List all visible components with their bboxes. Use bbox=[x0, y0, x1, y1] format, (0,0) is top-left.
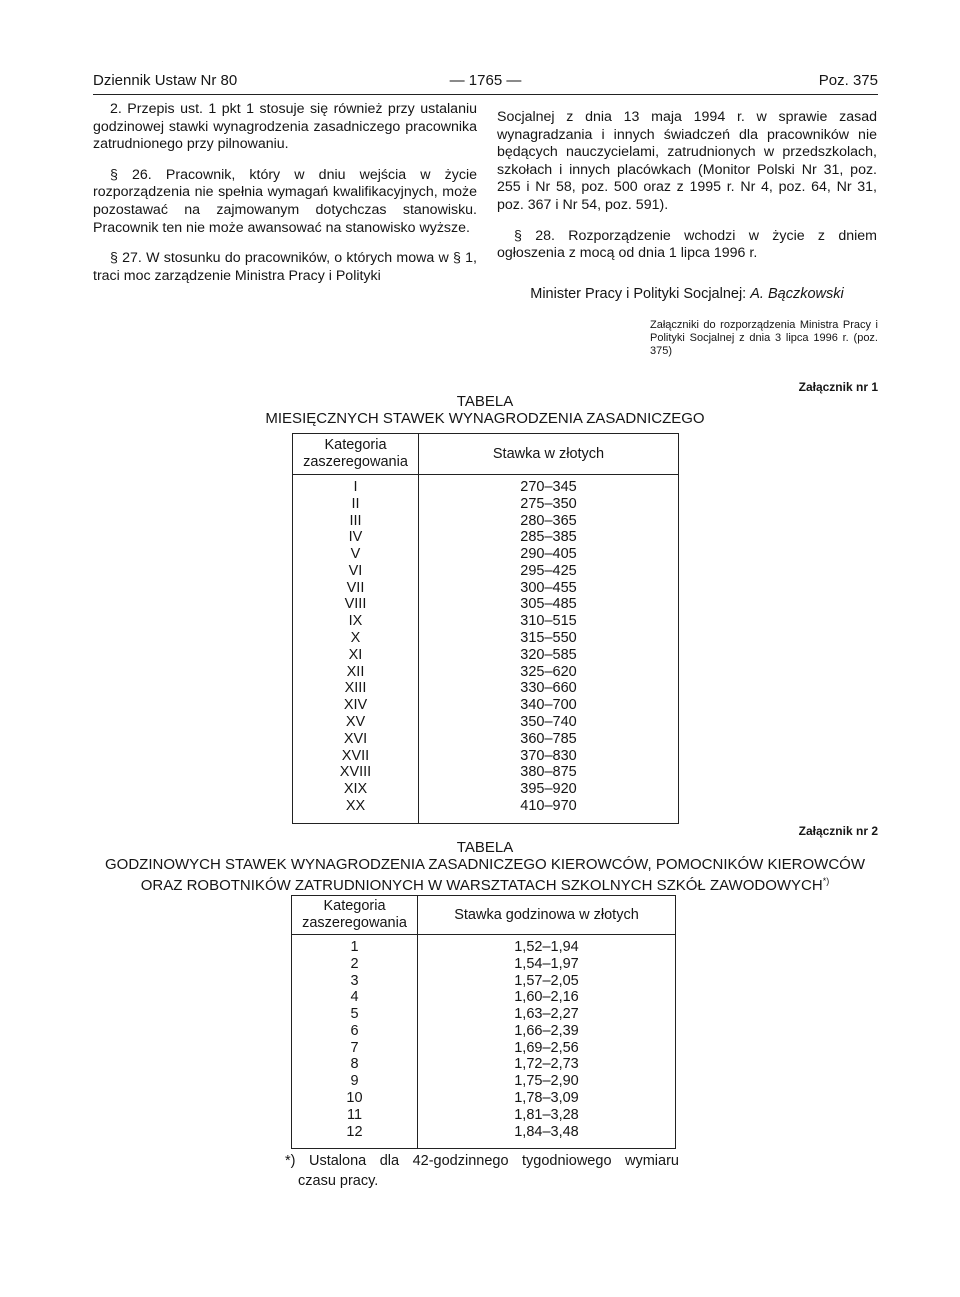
journal-title: Dziennik Ustaw Nr 80 bbox=[93, 72, 238, 89]
hourly-rates-table bbox=[291, 895, 676, 1149]
table-row bbox=[292, 1056, 676, 1073]
category-cell: VI bbox=[293, 563, 419, 580]
footnote-marker: *) bbox=[822, 876, 830, 886]
table-row bbox=[293, 563, 679, 580]
category-cell: 6 bbox=[292, 1023, 418, 1040]
table-row bbox=[293, 714, 679, 731]
category-cell: 1 bbox=[292, 939, 418, 956]
rate-cell: 285–385 bbox=[419, 529, 679, 546]
category-cell: 8 bbox=[292, 1056, 418, 1073]
footnote-line-2: czasu pracy. bbox=[298, 1173, 379, 1189]
paragraph-przepis: 2. Przepis ust. 1 pkt 1 stosuje się również przy ustalaniu godzinowej stawki wynagrodzenia zasadniczego pracownika zatrudnionego przy pilnowaniu. bbox=[93, 101, 477, 153]
table-row bbox=[293, 580, 679, 597]
category-cell: IV bbox=[293, 529, 419, 546]
minister-signature bbox=[497, 286, 877, 302]
paragraph-continuation: Socjalnej z dnia 13 maja 1994 r. w sprawie zasad wynagradzania i innych świadczeń dla pracowników nie będących nauczycielami, zatrudnionych w przedszkolach, szkołach i innych placówkach (Monitor Polski Nr 31, poz. 255 i Nr 58, poz. 500 oraz z 1995 r. Nr 4, poz. 64, Nr 31, poz. 367 i Nr 54, poz. 591). bbox=[497, 109, 877, 213]
category-cell: XVIII bbox=[293, 764, 419, 781]
category-cell: XIX bbox=[293, 781, 419, 798]
rate-cell: 315–550 bbox=[419, 630, 679, 647]
rate-cell: 1,52–1,94 bbox=[418, 939, 676, 956]
rate-cell: 395–920 bbox=[419, 781, 679, 798]
page-number: — 1765 — bbox=[449, 72, 522, 89]
category-cell: III bbox=[293, 513, 419, 530]
rate-cell: 350–740 bbox=[419, 714, 679, 731]
table-row bbox=[292, 1023, 676, 1040]
rate-cell: 280–365 bbox=[419, 513, 679, 530]
category-cell: XI bbox=[293, 647, 419, 664]
category-cell: VIII bbox=[293, 596, 419, 613]
annex-2-subtitle-line-2 bbox=[40, 873, 930, 894]
annex-2-subtitle-text: ORAZ ROBOTNIKÓW ZATRUDNIONYCH W WARSZTATACH SZKOLNYCH SZKÓŁ ZAWODOWYCH bbox=[140, 877, 823, 894]
footnote-line-1: *) Ustalona dla 42-godzinnego tygodniowego wymiaru bbox=[285, 1153, 679, 1169]
category-cell: 12 bbox=[292, 1124, 418, 1141]
table-row bbox=[292, 1124, 676, 1141]
table-row bbox=[293, 664, 679, 681]
rate-cell: 410–970 bbox=[419, 798, 679, 815]
signature-label: Minister Pracy i Polityki Socjalnej: bbox=[530, 286, 747, 302]
rate-cell: 1,63–2,27 bbox=[418, 1006, 676, 1023]
rate-cell: 360–785 bbox=[419, 731, 679, 748]
page-header bbox=[93, 72, 878, 95]
category-cell: 11 bbox=[292, 1107, 418, 1124]
category-cell: 2 bbox=[292, 956, 418, 973]
paragraph-section-28: § 28. Rozporządzenie wchodzi w życie z dniem ogłoszenia z mocą od dnia 1 lipca 1996 r. bbox=[497, 227, 877, 262]
paragraph-section-26: § 26. Pracownik, który w dniu wejścia w życie rozporządzenia nie spełnia wymagań kwalifikacyjnych, może pozostawać na zajmowanym dotychczas stanowisku. Pracownik ten nie może awansować na stanowisko wyższe. bbox=[93, 166, 477, 236]
table-row bbox=[292, 1090, 676, 1107]
rate-cell: 1,66–2,39 bbox=[418, 1023, 676, 1040]
rate-cell: 1,54–1,97 bbox=[418, 956, 676, 973]
category-cell: XIV bbox=[293, 697, 419, 714]
rate-cell: 1,75–2,90 bbox=[418, 1073, 676, 1090]
table-row bbox=[292, 1073, 676, 1090]
table-row bbox=[293, 546, 679, 563]
table-row bbox=[293, 513, 679, 530]
category-cell: 3 bbox=[292, 973, 418, 990]
rate-cell: 1,81–3,28 bbox=[418, 1107, 676, 1124]
annex-2-title: TABELA bbox=[456, 839, 514, 856]
table-row bbox=[293, 680, 679, 697]
rate-cell: 310–515 bbox=[419, 613, 679, 630]
table-row bbox=[292, 973, 676, 990]
rate-cell: 290–405 bbox=[419, 546, 679, 563]
rate-cell: 1,60–2,16 bbox=[418, 989, 676, 1006]
table-row bbox=[293, 529, 679, 546]
table-row bbox=[293, 748, 679, 765]
annex-2-label: Załącznik nr 2 bbox=[798, 824, 878, 838]
table-row bbox=[293, 613, 679, 630]
rate-cell: 320–585 bbox=[419, 647, 679, 664]
paragraph-section-27: § 27. W stosunku do pracowników, o których mowa w § 1, traci moc zarządzenie Ministra Pracy i Polityki bbox=[93, 250, 477, 284]
annex-1-label: Załącznik nr 1 bbox=[798, 380, 878, 394]
table-row bbox=[292, 1006, 676, 1023]
rate-cell: 270–345 bbox=[419, 479, 679, 496]
table-row bbox=[293, 479, 679, 496]
annex-2-subtitle-line-1: GODZINOWYCH STAWEK WYNAGRODZENIA ZASADNICZEGO KIEROWCÓW, POMOCNIKÓW KIEROWCÓW bbox=[104, 856, 865, 873]
rate-cell: 295–425 bbox=[419, 563, 679, 580]
rate-cell: 305–485 bbox=[419, 596, 679, 613]
table-row bbox=[293, 798, 679, 815]
table-row bbox=[292, 989, 676, 1006]
table-row bbox=[293, 764, 679, 781]
table-row bbox=[293, 630, 679, 647]
table-row bbox=[293, 496, 679, 513]
category-cell: XV bbox=[293, 714, 419, 731]
rate-cell: 1,84–3,48 bbox=[418, 1124, 676, 1141]
rate-cell: 330–660 bbox=[419, 680, 679, 697]
right-column bbox=[497, 109, 877, 263]
category-cell: XII bbox=[293, 664, 419, 681]
table-row bbox=[293, 697, 679, 714]
table-row bbox=[292, 1040, 676, 1057]
table-row bbox=[292, 956, 676, 973]
table-row bbox=[293, 647, 679, 664]
rate-cell: 370–830 bbox=[419, 748, 679, 765]
annex-1-title: TABELA bbox=[456, 393, 514, 410]
category-header: Kategoria zaszeregowania bbox=[292, 896, 418, 935]
rate-cell: 300–455 bbox=[419, 580, 679, 597]
table-row bbox=[292, 939, 676, 956]
category-cell: IX bbox=[293, 613, 419, 630]
category-cell: 10 bbox=[292, 1090, 418, 1107]
category-cell: II bbox=[293, 496, 419, 513]
annex-note: Załączniki do rozporządzenia Ministra Pracy i Polityki Socjalnej z dnia 3 lipca 1996 r. (poz. 375) bbox=[650, 319, 878, 358]
category-cell: XVII bbox=[293, 748, 419, 765]
rate-cell: 380–875 bbox=[419, 764, 679, 781]
hourly-rate-header: Stawka godzinowa w złotych bbox=[418, 896, 676, 935]
category-cell: 4 bbox=[292, 989, 418, 1006]
rate-cell: 1,69–2,56 bbox=[418, 1040, 676, 1057]
category-cell: 9 bbox=[292, 1073, 418, 1090]
rate-cell: 275–350 bbox=[419, 496, 679, 513]
category-cell: X bbox=[293, 630, 419, 647]
signature-name: A. Bączkowski bbox=[750, 286, 844, 302]
rate-cell: 325–620 bbox=[419, 664, 679, 681]
category-cell: 7 bbox=[292, 1040, 418, 1057]
table-row bbox=[292, 1107, 676, 1124]
monthly-rates-table bbox=[292, 433, 679, 824]
category-cell: V bbox=[293, 546, 419, 563]
category-cell: 5 bbox=[292, 1006, 418, 1023]
annex-1-subtitle: MIESIĘCZNYCH STAWEK WYNAGRODZENIA ZASADNICZEGO bbox=[265, 410, 705, 427]
rate-cell: 340–700 bbox=[419, 697, 679, 714]
rate-cell: 1,57–2,05 bbox=[418, 973, 676, 990]
table-row bbox=[293, 781, 679, 798]
category-cell: VII bbox=[293, 580, 419, 597]
rate-cell: 1,72–2,73 bbox=[418, 1056, 676, 1073]
left-column bbox=[93, 101, 477, 285]
category-cell: I bbox=[293, 479, 419, 496]
rate-header: Stawka w złotych bbox=[419, 434, 679, 475]
category-cell: XIII bbox=[293, 680, 419, 697]
table-row bbox=[293, 596, 679, 613]
category-cell: XVI bbox=[293, 731, 419, 748]
table-row bbox=[293, 731, 679, 748]
rate-cell: 1,78–3,09 bbox=[418, 1090, 676, 1107]
category-header: Kategoria zaszeregowania bbox=[293, 434, 419, 475]
category-cell: XX bbox=[293, 798, 419, 815]
position-number: Poz. 375 bbox=[818, 72, 878, 89]
